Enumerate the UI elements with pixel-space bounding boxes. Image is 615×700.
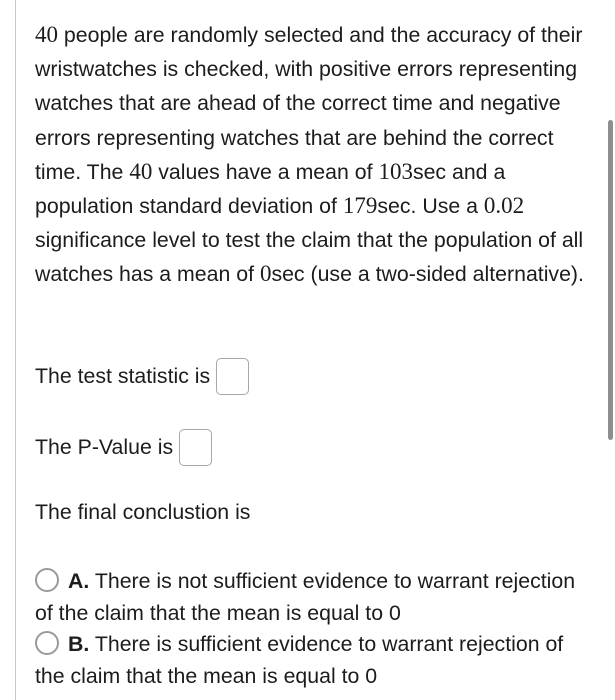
claimed-mean: 0: [259, 261, 272, 287]
problem-text-1: people are randomly selected and the accuracy of their wristwatches is checked, with positive errors representing watches that are ahead of the correct time and negative errors representing watches that are behind the correct time. The: [35, 23, 583, 184]
option-a-radio[interactable]: [35, 568, 59, 592]
scrollbar[interactable]: [608, 120, 613, 440]
sample-mean: 103: [378, 158, 413, 184]
p-value-row: [35, 429, 212, 466]
problem-text-3: sec and a population standard deviation of: [35, 159, 506, 219]
option-a[interactable]: [35, 565, 595, 629]
significance-level: 0.02: [483, 193, 525, 219]
problem-text-2: values have a mean of: [152, 159, 379, 184]
option-b-text: There is sufficient evidence to warrant rejection of the claim that the mean is equal to 0: [35, 632, 564, 688]
population-sd: 179: [342, 193, 378, 219]
problem-text-6: sec (use a two-sided alternative).: [271, 262, 584, 287]
test-statistic-row: [35, 358, 249, 395]
option-b[interactable]: [35, 628, 595, 692]
values-count: 40: [129, 158, 153, 184]
conclusion-label: The final conclustion is: [35, 500, 251, 524]
option-a-text: There is not sufficient evidence to warrant rejection of the claim that the mean is equal to 0: [35, 569, 576, 625]
test-statistic-label: The test statistic is: [35, 364, 211, 388]
option-a-letter: A.: [68, 569, 90, 593]
option-b-letter: B.: [68, 632, 90, 656]
problem-text-4: sec. Use a: [377, 194, 484, 219]
problem-statement: [35, 18, 590, 292]
problem-text-5: significance level to test the claim that the population of all watches has a mean of: [35, 228, 584, 287]
option-b-radio[interactable]: [35, 631, 59, 655]
sample-size: 40: [35, 22, 58, 47]
p-value-label: The P-Value is: [35, 435, 174, 459]
p-value-input[interactable]: [179, 429, 212, 466]
test-statistic-input[interactable]: [216, 358, 249, 395]
